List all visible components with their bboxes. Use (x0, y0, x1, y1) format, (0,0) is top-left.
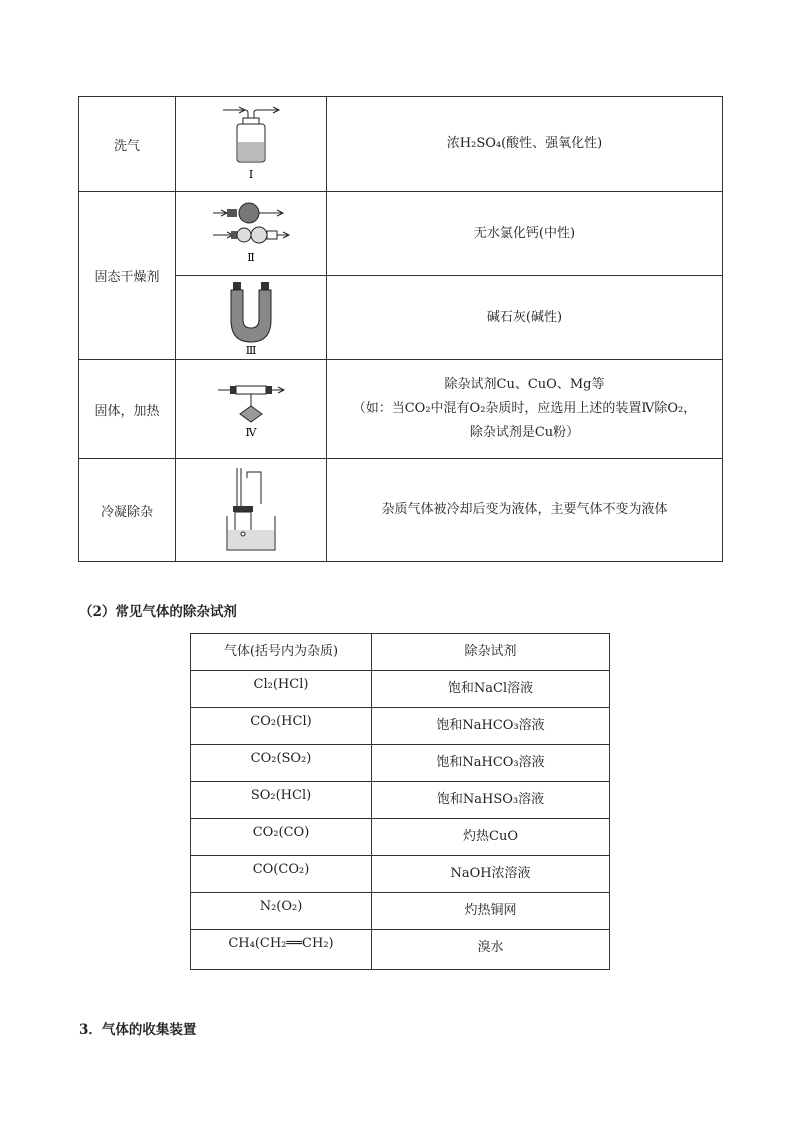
table-row (191, 708, 610, 745)
gas-cell: SO₂(HCl) (191, 782, 372, 819)
reagent-cell: 饱和NaCl溶液 (372, 671, 610, 708)
gas-cell: CO₂(HCl) (191, 708, 372, 745)
gas-washing-bottle-icon (221, 104, 281, 184)
method-cell: 洗气 (79, 97, 176, 192)
table-row (191, 671, 610, 708)
apparatus-cell (176, 192, 327, 276)
apparatus-cell (176, 276, 327, 360)
description-cell (327, 192, 723, 276)
description-text: 除杂试剂Cu、CuO、Mg等 (444, 377, 605, 392)
gas-cell: CH₄(CH₂══CH₂) (191, 930, 372, 970)
reagent-cell: 灼热CuO (372, 819, 610, 856)
description-text: 除杂试剂是Cu粉） (469, 425, 580, 440)
reagent-cell: 溴水 (372, 930, 610, 970)
method-cell: 固体，加热 (79, 360, 176, 459)
method-cell: 固态干燥剂 (79, 192, 176, 360)
reagent-cell: NaOH浓溶液 (372, 856, 610, 893)
reagent-cell: 饱和NaHCO₃溶液 (372, 745, 610, 782)
column-header: 除杂试剂 (372, 634, 610, 671)
reagent-cell: 饱和NaHCO₃溶液 (372, 708, 610, 745)
table-row (191, 745, 610, 782)
gas-cell: CO₂(CO) (191, 819, 372, 856)
reagent-table (190, 633, 610, 970)
apparatus-cell (176, 97, 327, 192)
device-label: Ⅰ (248, 168, 254, 181)
purification-method-table (78, 96, 723, 562)
device-label: Ⅲ (245, 343, 257, 356)
u-tube-icon (221, 280, 281, 356)
section-heading: 3．气体的收集装置 (79, 1022, 197, 1038)
gas-cell: CO(CO₂) (191, 856, 372, 893)
drying-tube-icon (211, 201, 291, 267)
gas-cell: Cl₂(HCl) (191, 671, 372, 708)
reagent-cell: 灼热铜网 (372, 893, 610, 930)
device-label: Ⅳ (245, 426, 257, 439)
apparatus-cell (176, 459, 327, 562)
column-header: 气体(括号内为杂质) (191, 634, 372, 671)
description-cell (327, 276, 723, 360)
gas-cell: CO₂(SO₂) (191, 745, 372, 782)
description-cell (327, 360, 723, 459)
description-text: 无水氯化钙(中性) (473, 225, 576, 241)
heated-tube-icon (216, 378, 286, 440)
cold-trap-icon (221, 464, 281, 556)
description-text: （如：当CO₂中混有O₂杂质时，应选用上述的装置Ⅳ除O₂， (352, 401, 697, 416)
device-label: Ⅱ (247, 250, 255, 264)
table-row (191, 782, 610, 819)
description-text: 碱石灰(碱性) (486, 309, 563, 325)
description-cell (327, 97, 723, 192)
apparatus-cell (176, 360, 327, 459)
section-heading: （2）常见气体的除杂试剂 (79, 604, 237, 620)
description-text: 杂质气体被冷却后变为液体，主要气体不变为液体 (381, 502, 668, 517)
description-cell (327, 459, 723, 562)
reagent-cell: 饱和NaHSO₃溶液 (372, 782, 610, 819)
method-cell: 冷凝除杂 (79, 459, 176, 562)
table-row (191, 819, 610, 856)
table-row (191, 893, 610, 930)
table-row (191, 856, 610, 893)
table-row (191, 930, 610, 970)
description-text: 浓H₂SO₄(酸性、强氧化性) (446, 136, 603, 151)
gas-cell: N₂(O₂) (191, 893, 372, 930)
